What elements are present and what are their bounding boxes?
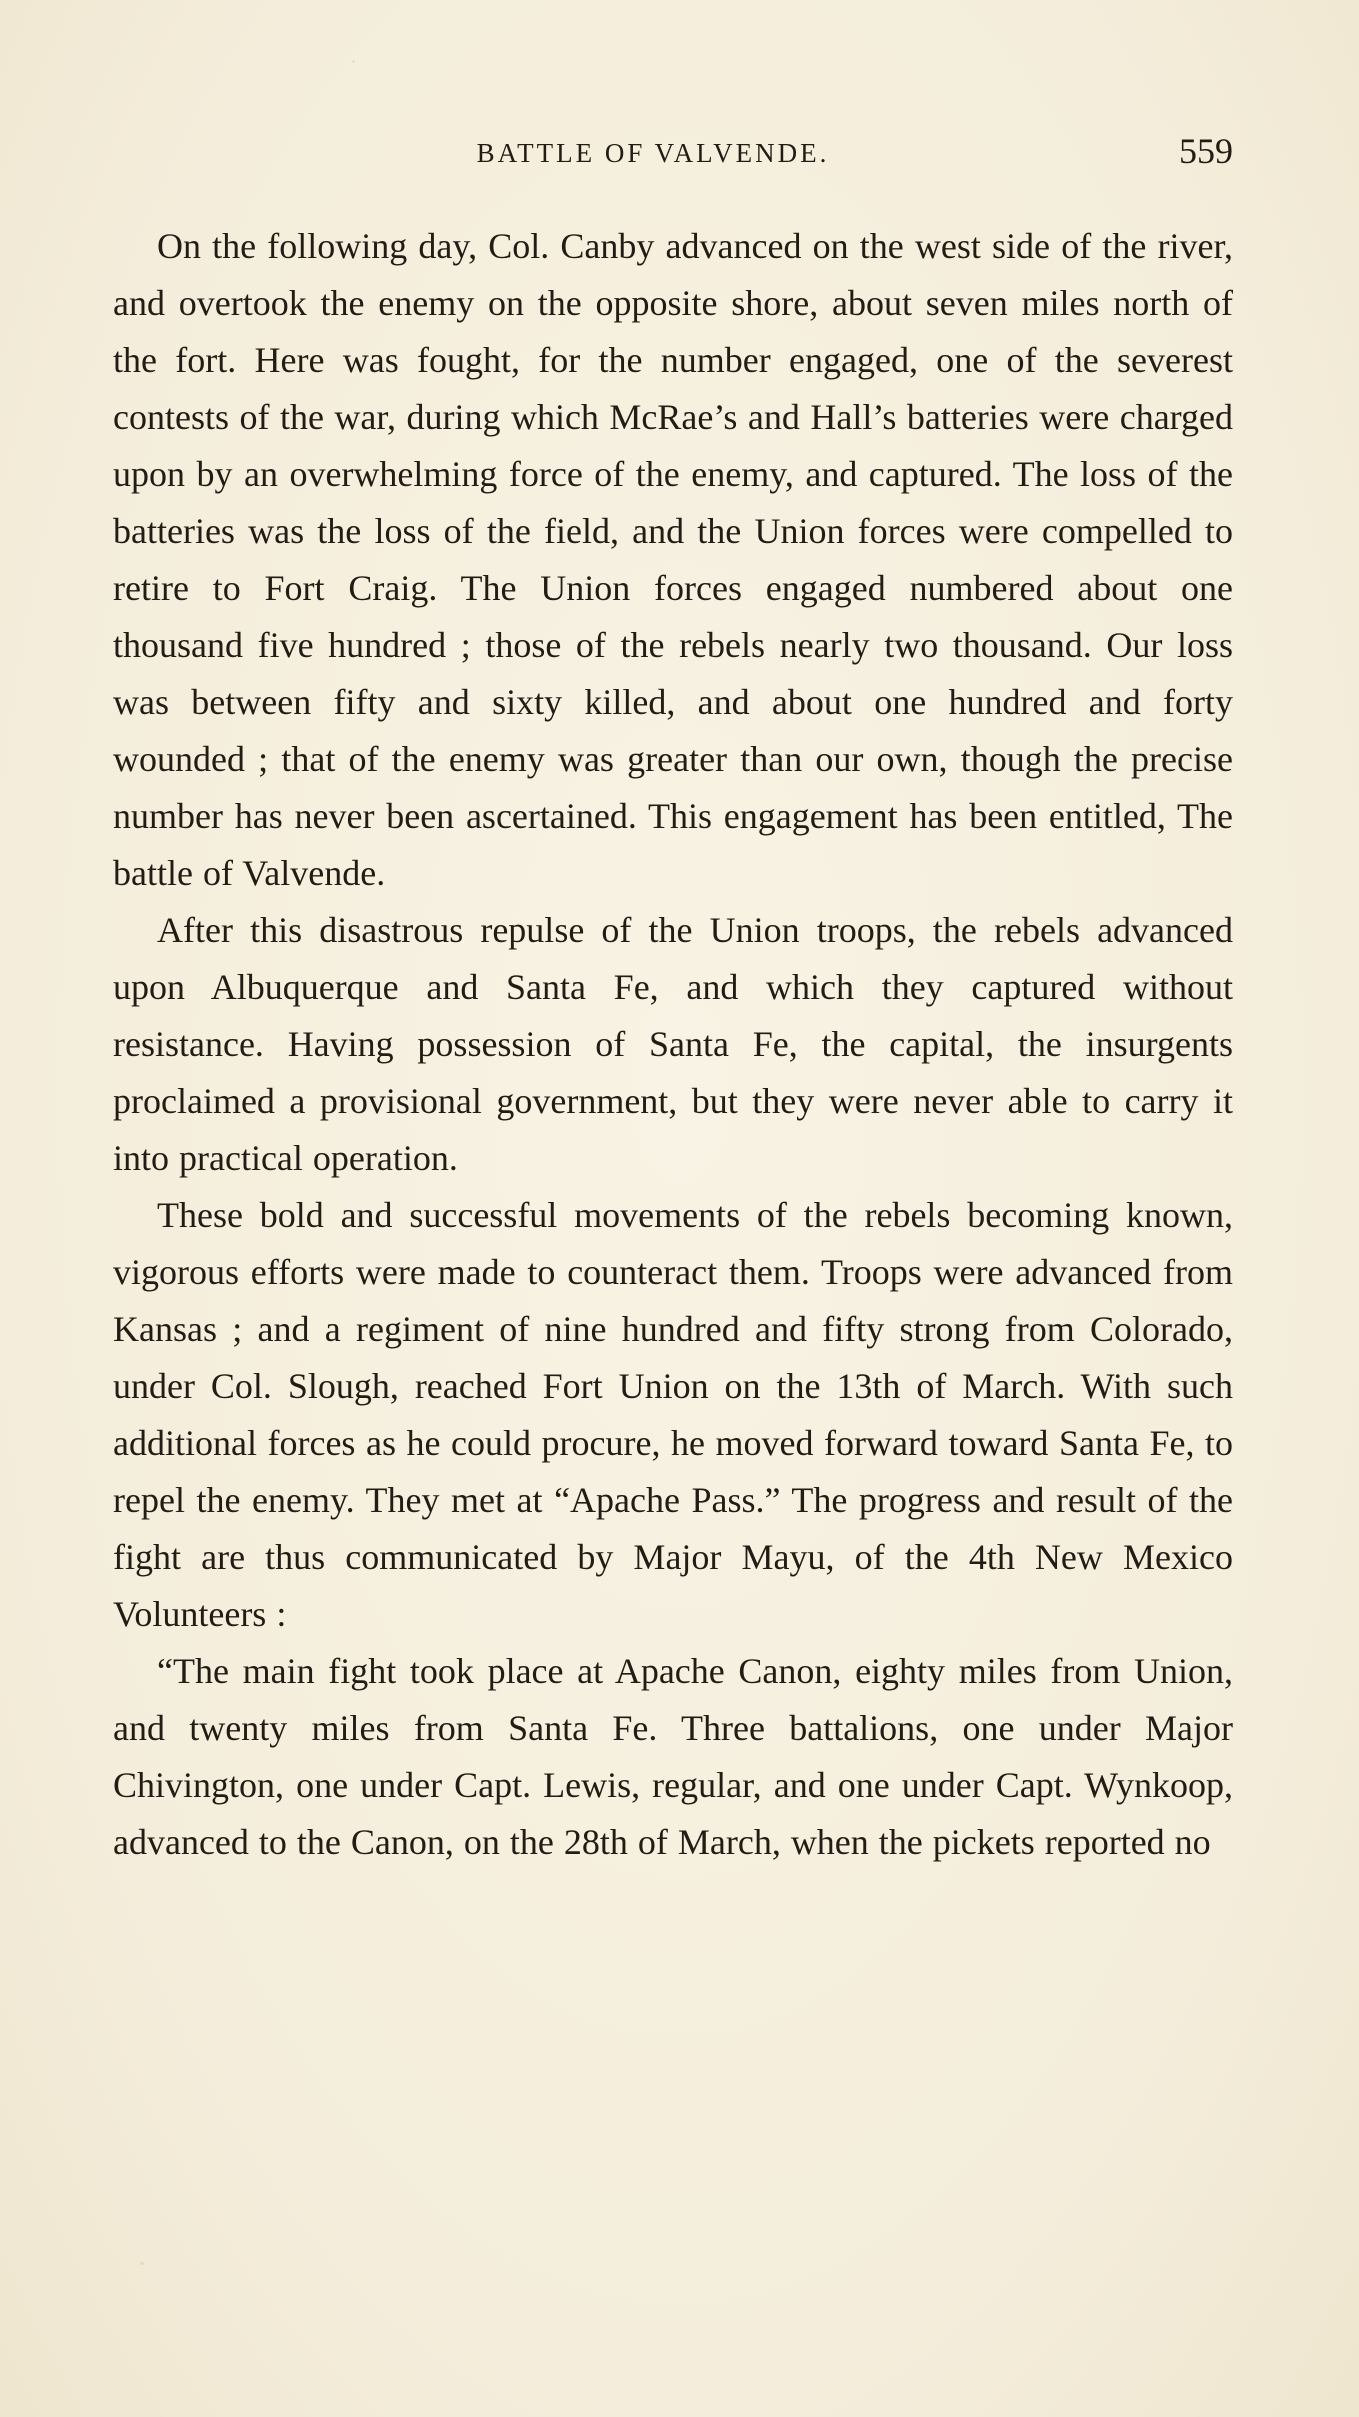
running-title: BATTLE OF VALVENDE. bbox=[476, 138, 830, 168]
paragraph: These bold and successful movements of the rebels becoming known, vigorous efforts were made to counteract them. Troops were advanced from Kansas ; and a regiment of nine hundred and fifty strong from Colorado, under Col. Slough, reached Fort Union on the 13th of March. With such additional forces as he could procure, he moved forward toward Santa Fe, to repel the enemy. They met at “Apache Pass.” The progress and result of the fight are thus communicated by Major Mayu, of the 4th New Mexico Volunteers : bbox=[113, 1195, 1233, 1634]
paper-speck bbox=[140, 2262, 144, 2265]
body-text bbox=[113, 218, 1233, 1871]
paragraph: On the following day, Col. Canby advanced on the west side of the river, and overtook the enemy on the opposite shore, about seven miles north of the fort. Here was fought, for the number engaged, one of the severest contests of the war, during which McRae’s and Hall’s batteries were charged upon by an overwhelming force of the enemy, and captured. The loss of the batteries was the loss of the field, and the Union forces were compelled to retire to Fort Craig. The Union forces engaged numbered about one thousand five hundred ; those of the rebels nearly two thousand. Our loss was between fifty and sixty killed, and about one hundred and forty wounded ; that of the enemy was greater than our own, though the precise number has never been ascertained. This engagement has been entitled, The battle of Valvende. bbox=[113, 226, 1233, 893]
paragraph: After this disastrous repulse of the Union troops, the rebels advanced upon Albuquerque and Santa Fe, and which they captured without resistance. Having possession of Santa Fe, the capital, the insurgents proclaimed a provisional government, but they were never able to carry it into practical operation. bbox=[113, 910, 1233, 1178]
running-head bbox=[113, 130, 1233, 180]
paper-speck bbox=[352, 60, 355, 63]
page-number: 559 bbox=[1179, 131, 1233, 171]
paragraph: “The main fight took place at Apache Canon, eighty miles from Union, and twenty miles from Santa Fe. Three battalions, one under Major Chivington, one under Capt. Lewis, regular, and one under Capt. Wynkoop, advanced to the Canon, on the 28th of March, when the pickets reported no bbox=[113, 1651, 1233, 1862]
